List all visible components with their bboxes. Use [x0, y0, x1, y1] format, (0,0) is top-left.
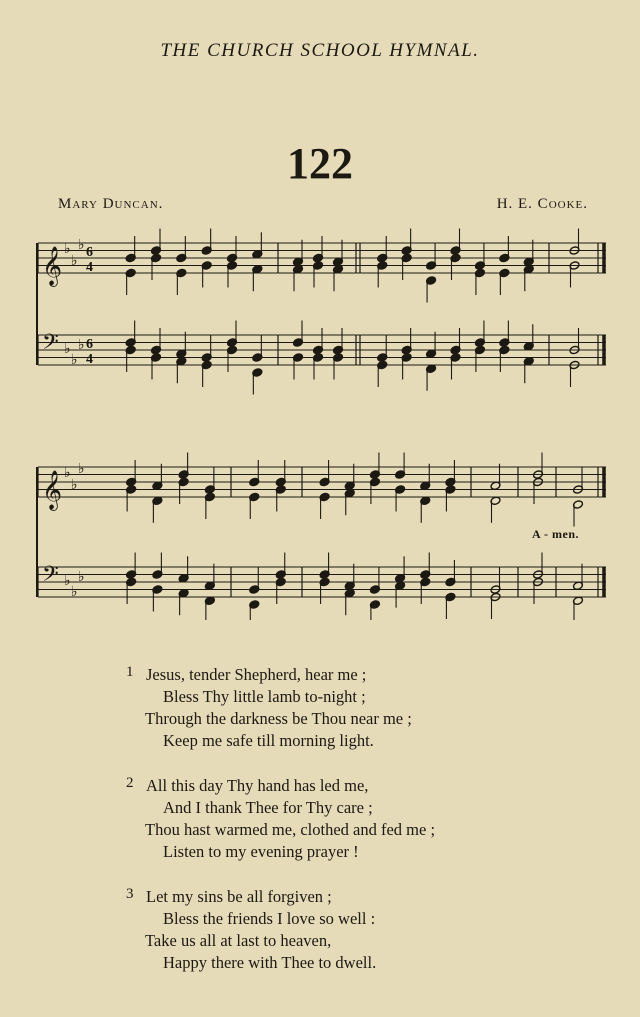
- flat-icon: ♭: [71, 352, 78, 368]
- time-signature: 6: [86, 337, 93, 352]
- stanza-number: 2: [126, 775, 134, 791]
- treble-clef-icon: 𝄞: [42, 470, 63, 510]
- words-author: Mary Duncan.: [58, 196, 164, 212]
- stanza-line: Through the darkness be Thou near me ;: [145, 709, 412, 728]
- stanza-line: Let my sins be all forgiven ;: [146, 887, 332, 906]
- stanza-number: 1: [126, 664, 134, 680]
- flat-icon: ♭: [64, 241, 71, 257]
- stanza-3: [126, 886, 546, 974]
- flat-icon: ♭: [64, 341, 71, 357]
- stanza-number: 3: [126, 886, 134, 902]
- time-signature: 6: [86, 245, 93, 260]
- flat-icon: ♭: [78, 569, 85, 585]
- staff-systems: [37, 229, 606, 621]
- flat-icon: ♭: [71, 477, 78, 493]
- flat-icon: ♭: [78, 461, 85, 477]
- stanza-line: Take us all at last to heaven,: [145, 931, 332, 950]
- stanza-1: [126, 664, 546, 752]
- flat-icon: ♭: [71, 253, 78, 269]
- hymn-stanzas: [126, 664, 546, 997]
- stanza-line: Thou hast warmed me, clothed and fed me ;: [145, 820, 436, 839]
- flat-icon: ♭: [64, 573, 71, 589]
- book-title: THE CHURCH SCHOOL HYMNAL.: [160, 40, 480, 61]
- treble-clef-icon: 𝄞: [42, 246, 63, 286]
- flat-icon: ♭: [71, 584, 78, 600]
- hymn-number: 122: [287, 139, 353, 188]
- flat-icon: ♭: [78, 337, 85, 353]
- stanza-line: All this day Thy hand has led me,: [146, 776, 369, 795]
- stanza-line: Bless the friends I love so well :: [163, 909, 376, 928]
- time-signature: 4: [86, 260, 93, 275]
- bass-clef-icon: 𝄢: [42, 562, 59, 592]
- stanza-line: Listen to my evening prayer !: [163, 842, 359, 861]
- bass-clef-icon: 𝄢: [42, 330, 59, 360]
- stanza-line: Keep me safe till morning light.: [163, 731, 374, 750]
- stanza-line: Happy there with Thee to dwell.: [163, 953, 377, 972]
- stanza-line: Jesus, tender Shepherd, hear me ;: [146, 665, 367, 684]
- stanza-line: Bless Thy little lamb to-night ;: [163, 687, 366, 706]
- time-signature: 4: [86, 352, 93, 367]
- stanza-2: [126, 775, 546, 863]
- amen-text: A - men.: [532, 527, 579, 541]
- flat-icon: ♭: [78, 237, 85, 253]
- stanza-line: And I thank Thee for Thy care ;: [163, 798, 373, 817]
- music-composer: H. E. Cooke.: [496, 196, 588, 212]
- flat-icon: ♭: [64, 465, 71, 481]
